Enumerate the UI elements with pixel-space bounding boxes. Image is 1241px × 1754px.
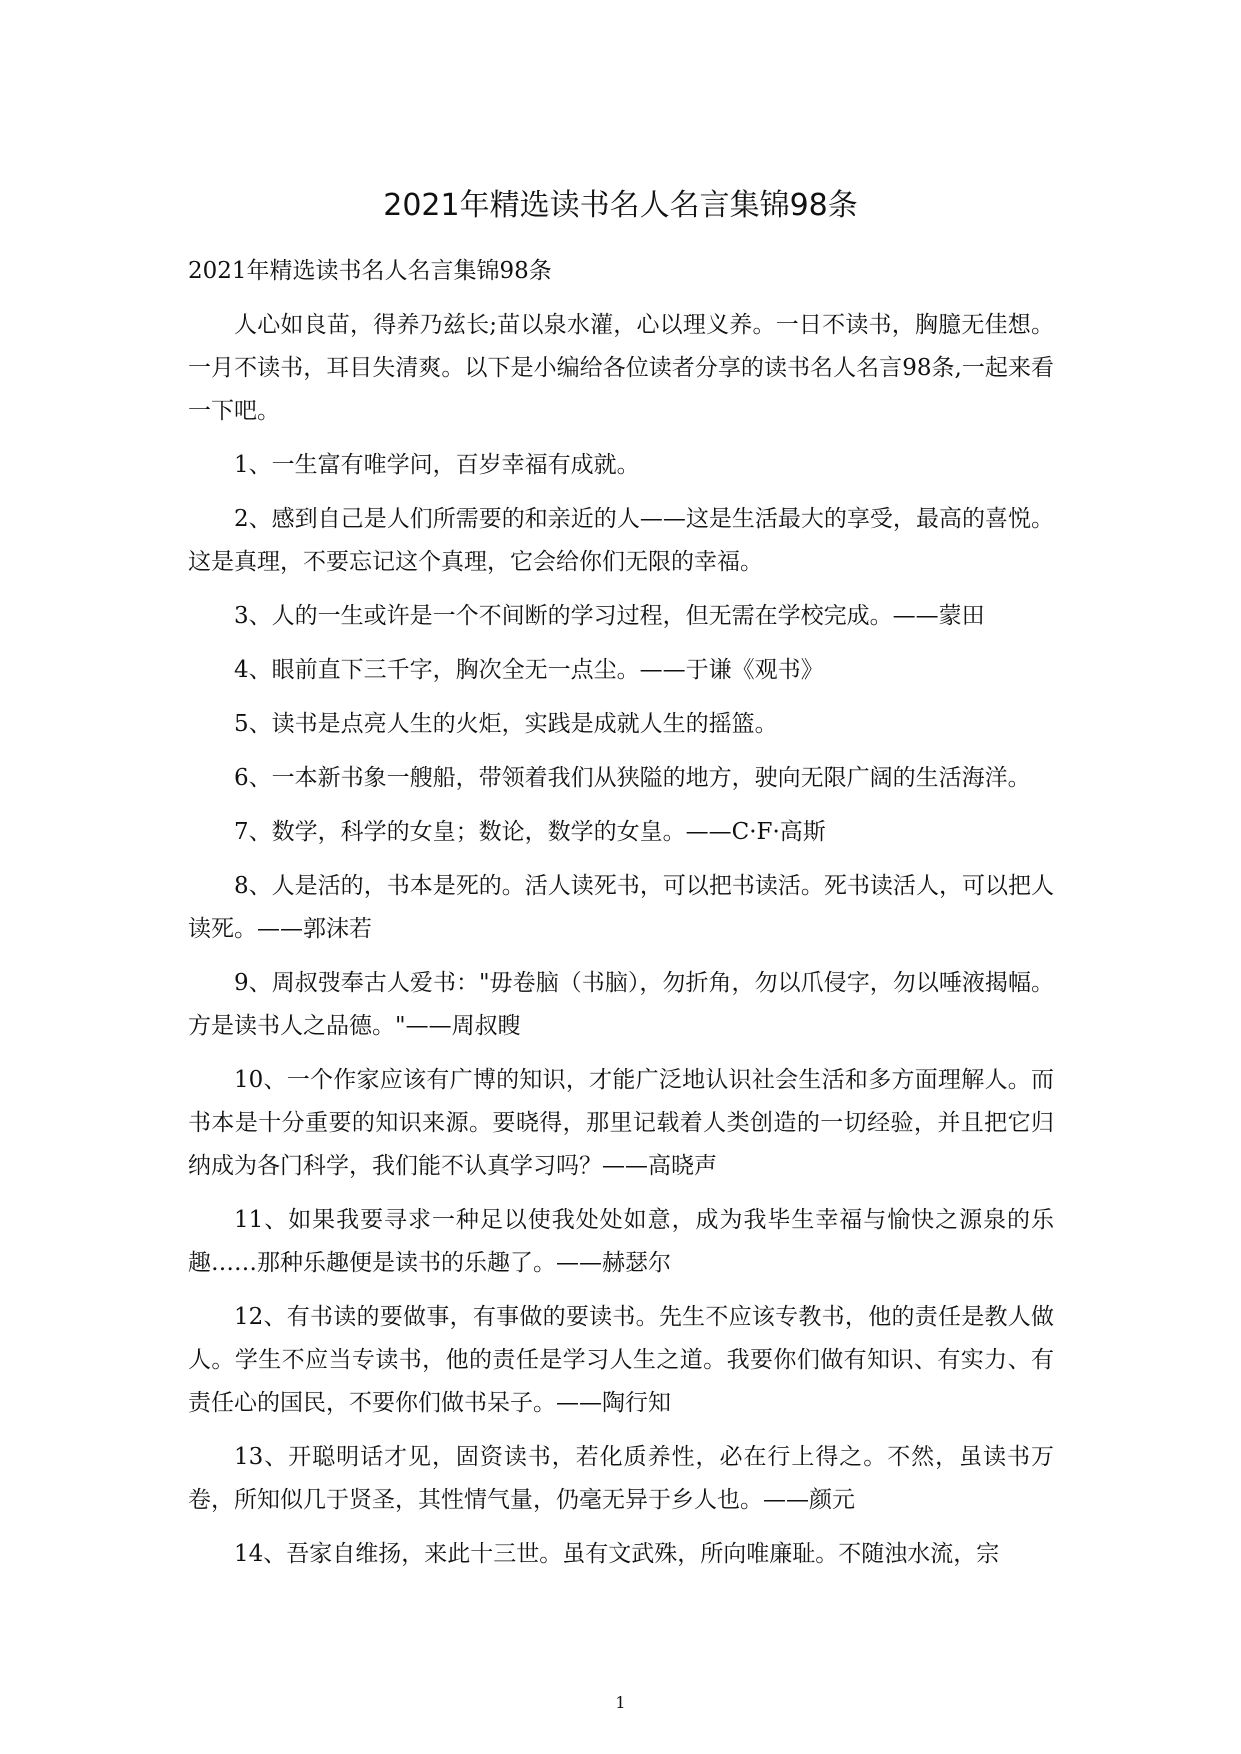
quote-item: 13、开聪明话才见，固资读书，若化质养性，必在行上得之。不然，虽读书万卷，所知似几于贤圣，其性情气量，仍毫无异于乡人也。——颜元 (188, 1444, 1054, 1513)
quote-item: 1、一生富有唯学问，百岁幸福有成就。 (234, 452, 640, 478)
quote-item: 9、周叔弢奉古人爱书："毋卷脑（书脑），勿折角，勿以爪侵字，勿以唾液揭幅。方是读书人之品德。"——周叔瞍 (188, 970, 1054, 1039)
document-body (188, 250, 1054, 1587)
quote-item: 6、一本新书象一艘船，带领着我们从狭隘的地方，驶向无限广阔的生活海洋。 (234, 765, 1031, 791)
quote-item: 2、感到自己是人们所需要的和亲近的人——这是生活最大的享受，最高的喜悦。这是真理，不要忘记这个真理，它会给你们无限的幸福。 (188, 506, 1054, 575)
page-number: 1 (615, 1693, 626, 1712)
document-title: 2021年精选读书名人名言集锦98条 (383, 188, 858, 223)
quote-item: 12、有书读的要做事，有事做的要读书。先生不应该专教书，他的责任是教人做人。学生不应当专读书，他的责任是学习人生之道。我要你们做有知识、有实力、有责任心的国民，不要你们做书呆子。——陶行知 (188, 1304, 1054, 1416)
quote-item: 5、读书是点亮人生的火炬，实践是成就人生的摇篮。 (234, 711, 778, 737)
intro-paragraph: 人心如良苗，得养乃兹长;苗以泉水灌，心以理义养。一日不读书，胸臆无佳想。一月不读书，耳目失清爽。以下是小编给各位读者分享的读书名人名言98条,一起来看一下吧。 (188, 312, 1054, 424)
quote-item: 4、眼前直下三千字，胸次全无一点尘。——于谦《观书》 (234, 657, 824, 683)
quote-item: 14、吾家自维扬，来此十三世。虽有文武殊，所向唯廉耻。不随浊水流，宗 (234, 1541, 1000, 1567)
quote-item: 10、一个作家应该有广博的知识，才能广泛地认识社会生活和多方面理解人。而书本是十分重要的知识来源。要晓得，那里记载着人类创造的一切经验，并且把它归纳成为各门科学，我们能不认真学习吗？——高晓声 (188, 1067, 1054, 1179)
quote-item: 3、人的一生或许是一个不间断的学习过程，但无需在学校完成。——蒙田 (234, 603, 985, 629)
quote-item: 7、数学，科学的女皇；数论，数学的女皇。——C·F·高斯 (234, 819, 826, 845)
document-subtitle: 2021年精选读书名人名言集锦98条 (188, 258, 552, 284)
quote-item: 11、如果我要寻求一种足以使我处处如意，成为我毕生幸福与愉快之源泉的乐趣……那种乐趣便是读书的乐趣了。——赫瑟尔 (188, 1207, 1054, 1276)
quote-item: 8、人是活的，书本是死的。活人读死书，可以把书读活。死书读活人，可以把人读死。——郭沫若 (188, 873, 1054, 942)
